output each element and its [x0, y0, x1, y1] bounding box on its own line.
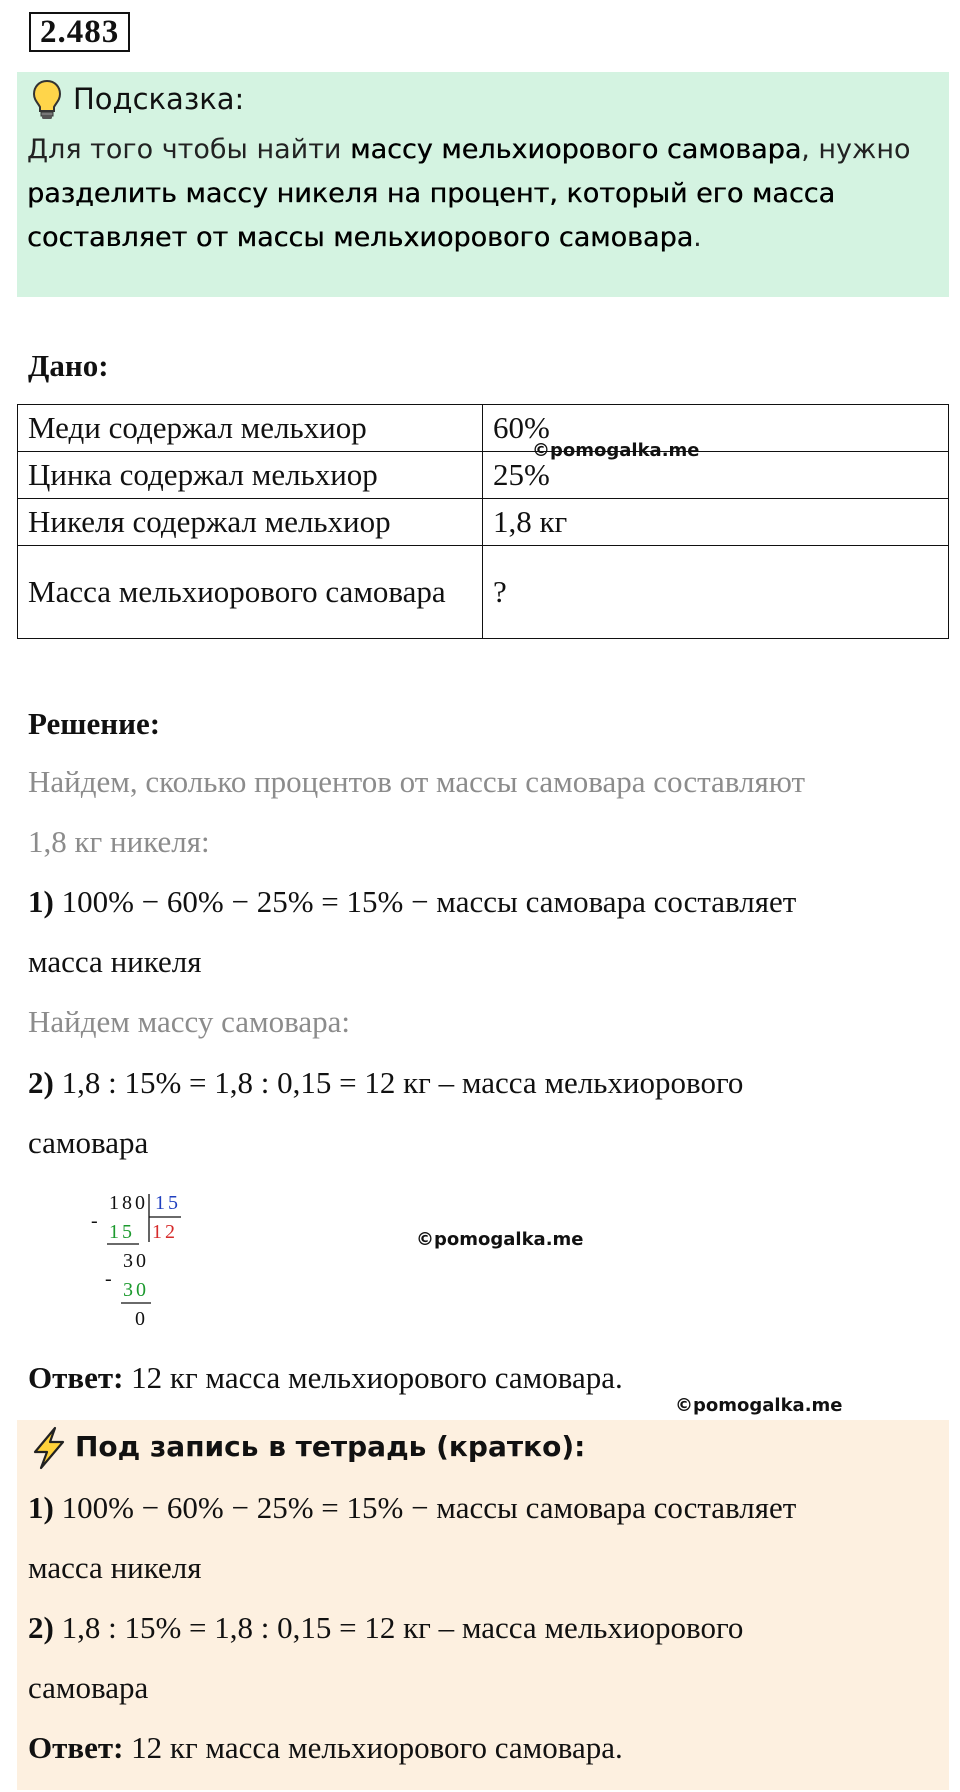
division-remainder-1: 30 — [123, 1250, 149, 1272]
given-label: Масса мельхиорового самовара — [18, 546, 483, 639]
task-number: 2.483 — [29, 12, 130, 52]
short-step-1: 1) 100% − 60% − 25% = 15% − массы самовара составляет — [28, 1490, 797, 1525]
table-row — [18, 405, 949, 452]
division-divisor: 15 — [155, 1192, 181, 1214]
division-remainder-2: 0 — [135, 1308, 148, 1330]
solution-note-line: 1,8 кг никеля: — [28, 824, 210, 859]
solution-title: Решение: — [28, 706, 161, 741]
table-row — [18, 546, 949, 639]
solution-step-2: 2) 1,8 : 15% = 1,8 : 0,15 = 12 кг – масса мельхиорового — [28, 1065, 744, 1100]
hint-title: Подсказка: — [73, 82, 245, 116]
lightning-icon — [29, 1426, 69, 1470]
watermark: ©pomogalka.me — [675, 1395, 843, 1416]
solution-step-1-cont: масса никеля — [28, 944, 202, 979]
division-sub-2: 30 — [123, 1279, 149, 1301]
short-step-2: 2) 1,8 : 15% = 1,8 : 0,15 = 12 кг – масса мельхиорового — [28, 1610, 744, 1645]
long-division — [91, 1192, 205, 1332]
given-label: Цинка содержал мельхиор — [18, 452, 483, 499]
table-row — [18, 452, 949, 499]
solution-note-line: Найдем, сколько процентов от массы самовара составляют — [28, 764, 806, 799]
short-step-1-cont: масса никеля — [28, 1550, 202, 1585]
division-quotient: 12 — [152, 1221, 178, 1243]
watermark: ©pomogalka.me — [416, 1229, 584, 1250]
solution-step-2-cont: самовара — [28, 1125, 149, 1160]
table-row — [18, 499, 949, 546]
watermark: ©pomogalka.me — [532, 440, 700, 461]
solution-step-1: 1) 100% − 60% − 25% = 15% − массы самовара составляет — [28, 884, 797, 919]
short-answer: Ответ: 12 кг масса мельхиорового самовара. — [28, 1730, 623, 1765]
given-title: Дано: — [28, 348, 109, 383]
given-label: Никеля содержал мельхиор — [18, 499, 483, 546]
division-lines — [95, 1192, 205, 1332]
given-table — [17, 404, 949, 639]
lightbulb-icon — [31, 78, 63, 122]
solution-answer: Ответ: 12 кг масса мельхиорового самовара. — [28, 1360, 623, 1395]
given-label: Меди содержал мельхиор — [18, 405, 483, 452]
given-value: 25% — [483, 452, 949, 499]
short-step-2-cont: самовара — [28, 1670, 149, 1705]
given-value: 1,8 кг — [483, 499, 949, 546]
division-minus: - — [91, 1210, 101, 1232]
short-title: Под запись в тетрадь (кратко): — [75, 1430, 586, 1463]
hint-box — [17, 72, 949, 297]
division-sub-1: 15 — [109, 1221, 135, 1243]
given-value: 60% — [483, 405, 949, 452]
division-minus: - — [105, 1268, 115, 1290]
solution-note-line: Найдем массу самовара: — [28, 1004, 351, 1039]
division-dividend: 180 — [109, 1192, 148, 1214]
hint-text: Для того чтобы найти массу мельхиорового самовара, нужно разделить массу никеля на процент, который его масса составляет от массы мельхиорового самовара. — [27, 134, 911, 253]
given-value: ? — [483, 546, 949, 639]
